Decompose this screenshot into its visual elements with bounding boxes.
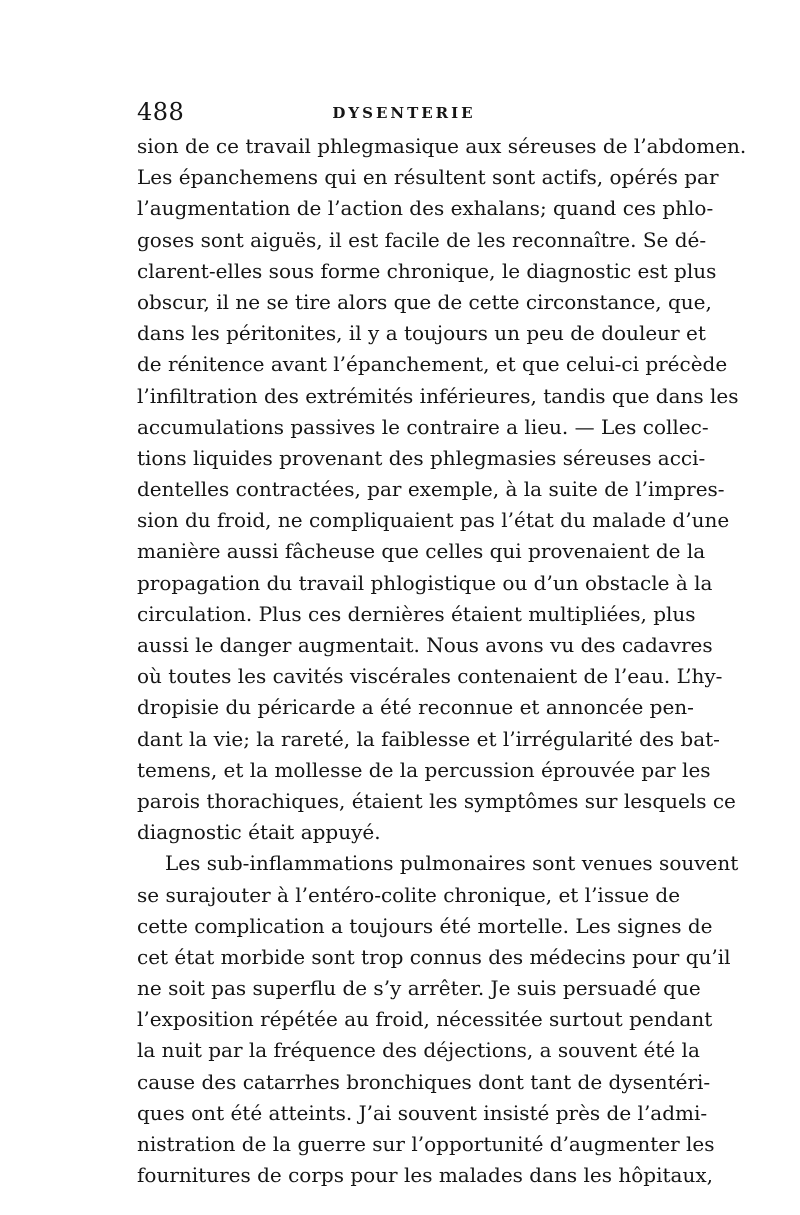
text-line: dropisie du péricarde a été reconnue et annoncée pen- xyxy=(137,695,694,720)
text-line: dant la vie; la rareté, la faiblesse et l’irrégularité des bat- xyxy=(137,726,720,751)
text-line: l’infiltration des extrémités inférieures, tandis que dans les xyxy=(137,383,739,408)
text-line: dans les péritonites, il y a toujours un peu de douleur et xyxy=(137,321,706,346)
text-line: Les épanchemens qui en résultent sont actifs, opérés par xyxy=(137,165,719,190)
text-line: sion de ce travail phlegmasique aux séreuses de l’abdomen. xyxy=(137,134,747,158)
paragraph-end-line: diagnostic était appuyé. xyxy=(137,820,381,845)
text-line: nistration de la guerre sur l’opportunité d’augmenter les xyxy=(137,1132,715,1156)
running-head: DYSENTERIE xyxy=(332,104,476,122)
page-number: 488 xyxy=(137,98,185,126)
text-line: obscur, il ne se tire alors que de cette circonstance, que, xyxy=(137,289,712,314)
paragraph-start-line: Les sub-inflammations pulmonaires sont venues souvent xyxy=(165,851,739,876)
page-header xyxy=(137,98,671,130)
text-line: tions liquides provenant des phlegmasies séreuses acci- xyxy=(137,445,706,470)
text-line: propagation du travail phlogistique ou d’un obstacle à la xyxy=(137,570,713,595)
text-line: clarent-elles sous forme chronique, le diagnostic est plus xyxy=(137,258,717,283)
text-line: temens, et la mollesse de la percussion éprouvée par les xyxy=(137,757,711,782)
text-line: l’exposition répétée au froid, nécessitée surtout pendant xyxy=(137,1007,713,1032)
text-line: circulation. Plus ces dernières étaient multipliées, plus xyxy=(137,601,696,626)
text-line: aussi le danger augmentait. Nous avons vu des cadavres xyxy=(137,633,713,657)
text-line: ques ont été atteints. J’ai souvent insisté près de l’admi- xyxy=(137,1100,708,1125)
text-line: manière aussi fâcheuse que celles qui provenaient de la xyxy=(137,539,706,564)
text-line: cette complication a toujours été mortelle. Les signes de xyxy=(137,913,713,938)
text-line: goses sont aiguës, il est facile de les reconnaître. Se dé- xyxy=(137,227,707,252)
body-text xyxy=(137,131,747,1191)
text-line: se surajouter à l’entéro-colite chronique, et l’issue de xyxy=(137,882,681,907)
text-line: ne soit pas superflu de s’y arrêter. Je suis persuadé que xyxy=(137,976,701,1001)
text-line: où toutes les cavités viscérales contenaient de l’eau. L’hy- xyxy=(137,664,723,689)
text-line: accumulations passives le contraire a lieu. — Les collec- xyxy=(137,414,709,439)
text-line: l’augmentation de l’action des exhalans; quand ces phlo- xyxy=(137,196,714,221)
text-line: cause des catarrhes bronchiques dont tant de dysentéri- xyxy=(137,1069,711,1094)
text-line: parois thorachiques, étaient les symptômes sur lesquels ce xyxy=(137,788,736,813)
text-line: de rénitence avant l’épanchement, et que celui-ci précède xyxy=(137,352,728,377)
text-line: dentelles contractées, par exemple, à la suite de l’impres- xyxy=(137,477,725,502)
text-line: cet état morbide sont trop connus des médecins pour qu’il xyxy=(137,944,731,969)
text-line: la nuit par la fréquence des déjections, a souvent été la xyxy=(137,1038,700,1063)
text-line: fournitures de corps pour les malades dans les hôpitaux, xyxy=(137,1163,713,1188)
text-line: sion du froid, ne compliquaient pas l’état du malade d’une xyxy=(137,508,730,533)
